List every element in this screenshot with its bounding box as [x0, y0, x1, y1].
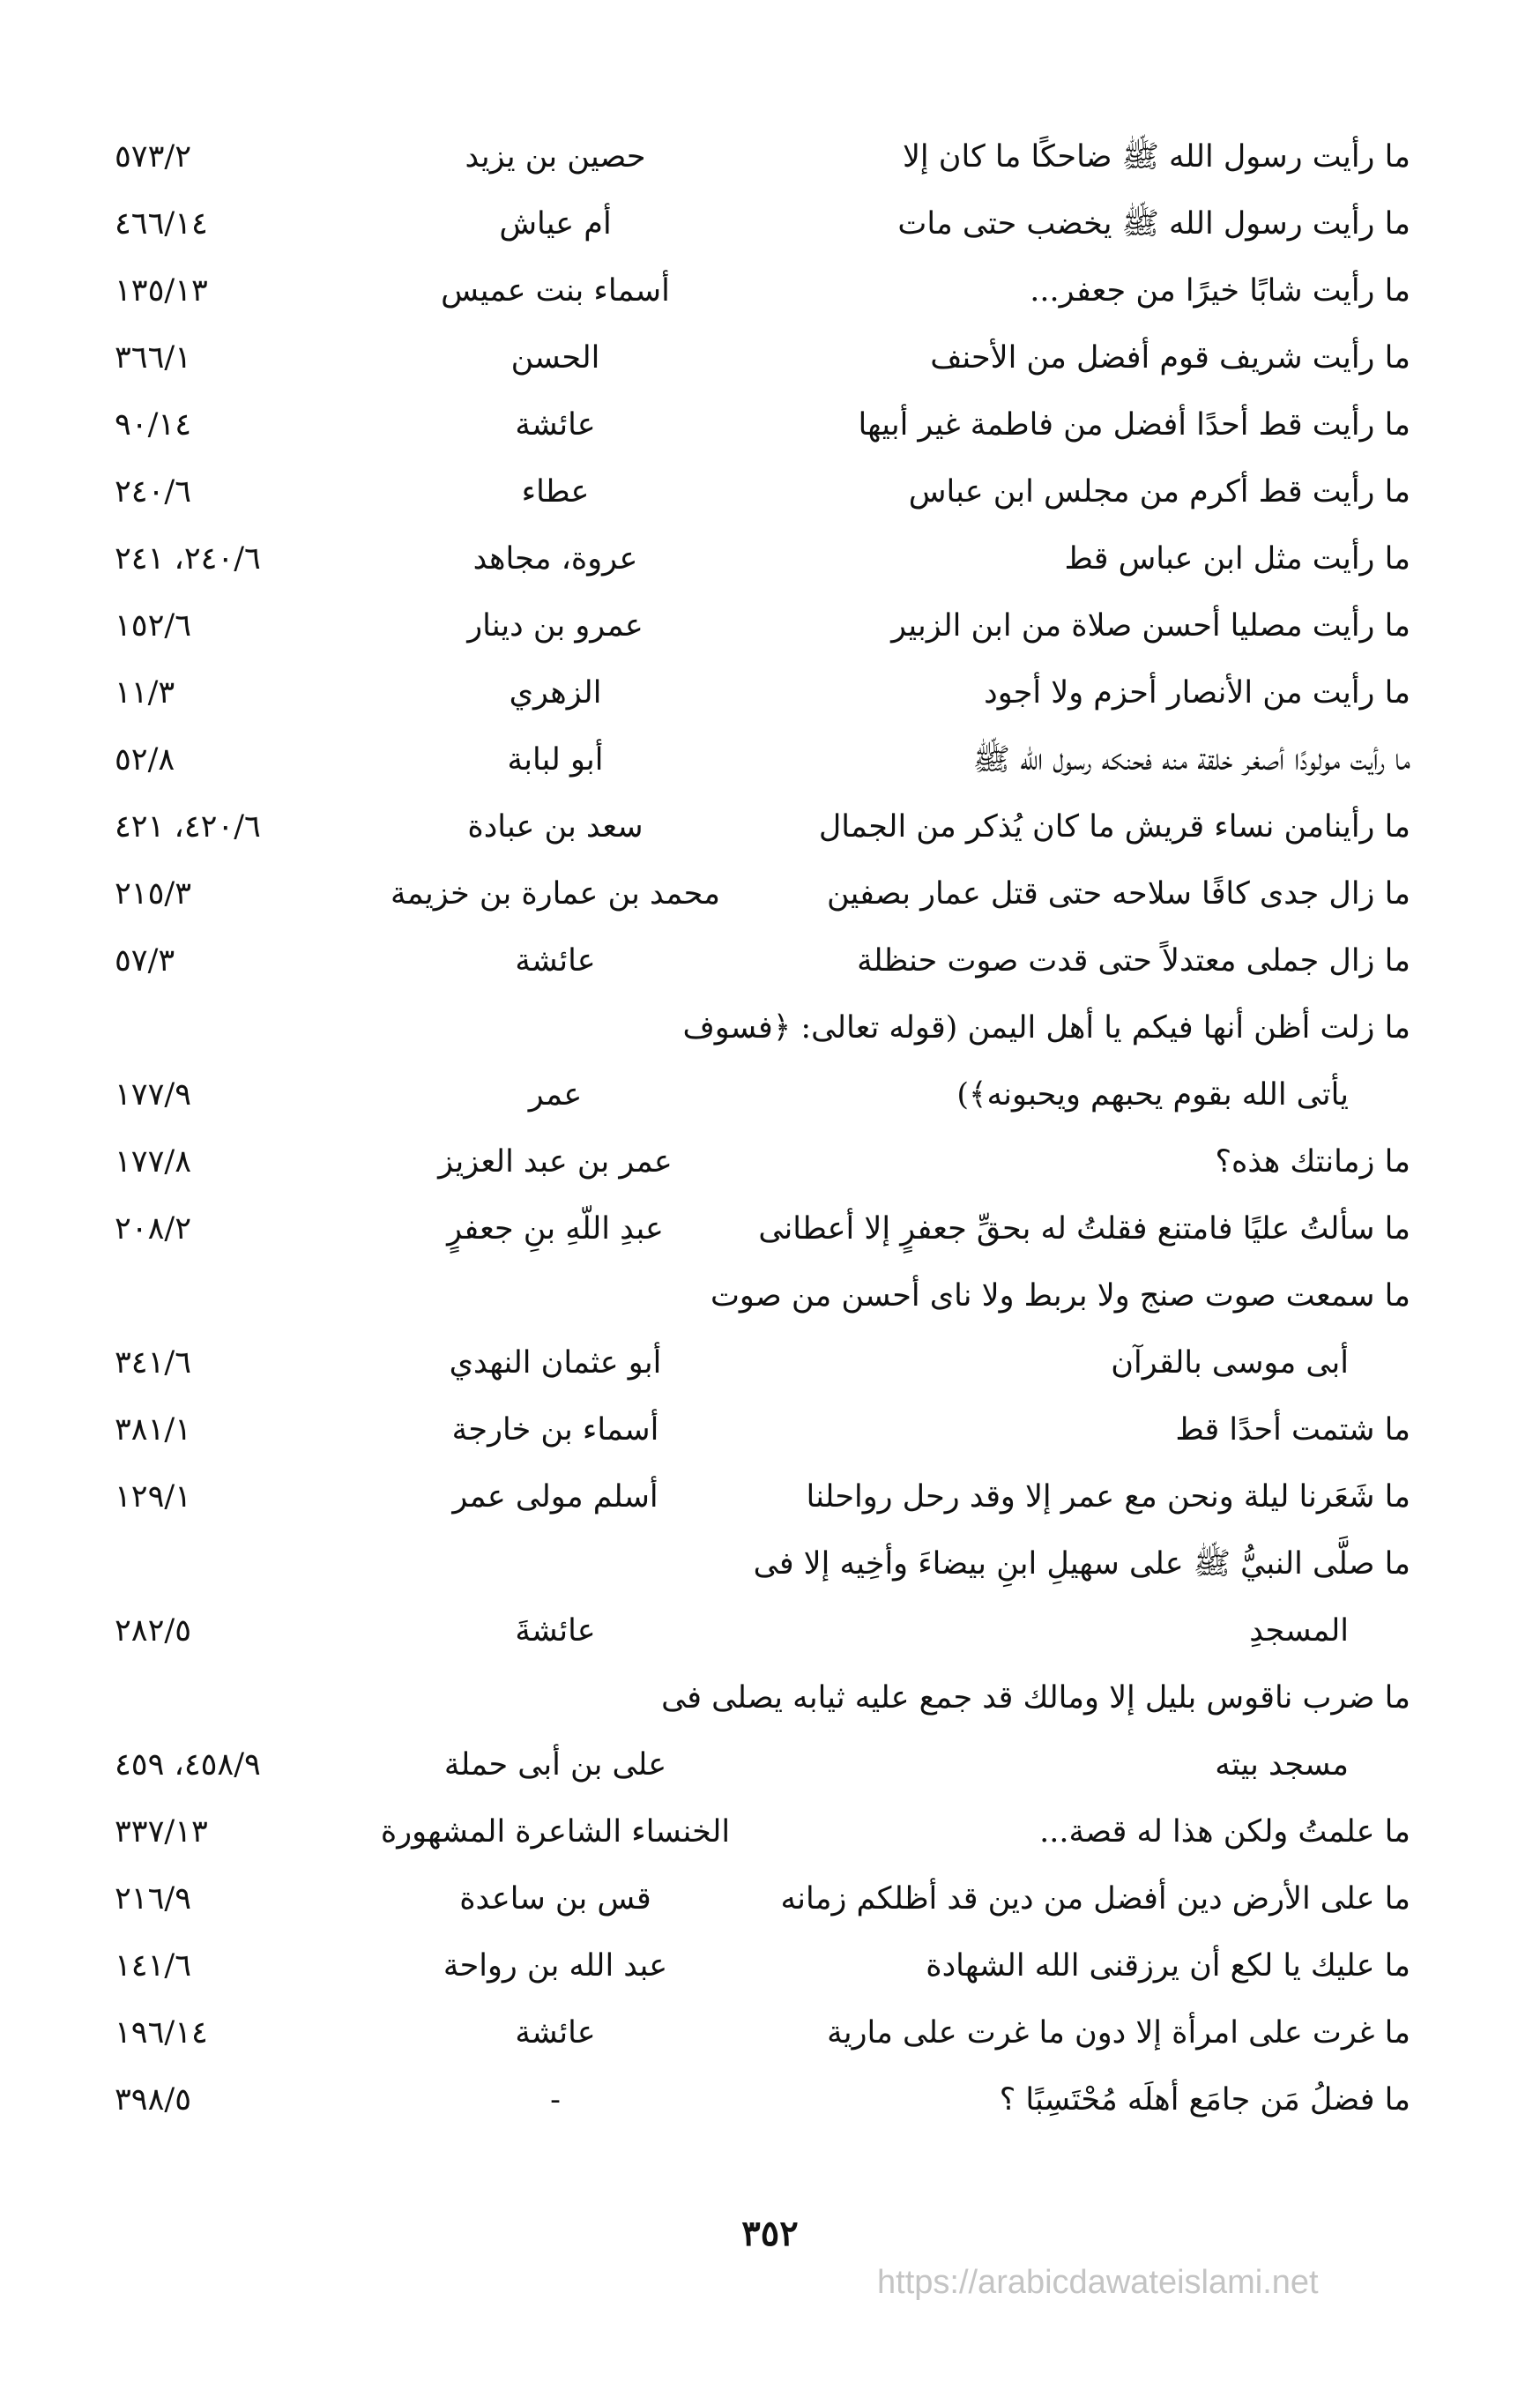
narrator-cell: عائشة — [515, 943, 596, 979]
phrase-cell — [705, 391, 1410, 458]
narrator-cell: الحسن — [510, 340, 600, 376]
narrator-cell: عروة، مجاهد — [472, 541, 638, 577]
phrase-continuation: يأتى الله بقوم يحبهم ويحبونه﴾) — [956, 1077, 1349, 1113]
reference-cell: ٥٧٣/٢ — [115, 139, 191, 175]
phrase-text: ما ضرب ناقوس بليل إلا ومالك قد جمع عليه ثيابه يصلى فى — [661, 1680, 1410, 1716]
phrase-text: ما رأيت شابًا خيرًا من جعفر... — [1030, 273, 1410, 309]
phrase-text: ما سمعت صوت صنج ولا بربط ولا ناى أحسن من صوت — [710, 1278, 1410, 1314]
phrase-text: ما شتمت أحدًا قط — [1175, 1412, 1410, 1448]
phrase-cell — [705, 324, 1410, 391]
index-row — [115, 860, 1410, 927]
narrator-cell: عبدِ اللّهِ بنِ جعفرٍ — [447, 1211, 664, 1247]
phrase-text: ما شَعَرنا ليلة ونحن مع عمر إلا وقد رحل رواحلنا — [806, 1479, 1410, 1515]
phrase-text: ما رأيت رسول الله ﷺ ضاحكًا ما كان إلا — [902, 139, 1410, 175]
reference-cell: ٢٤٠/٦، ٢٤١ — [115, 541, 261, 577]
phrase-cell — [661, 1664, 1410, 1798]
index-row — [115, 123, 1410, 190]
narrator-cell: الزهري — [509, 675, 602, 711]
narrator-cell: عمر بن عبد العزيز — [438, 1144, 673, 1180]
reference-cell: ١٤١/٦ — [115, 1948, 191, 1984]
phrase-text: ما عليك يا لكع أن يرزقنى الله الشهادة — [926, 1948, 1410, 1984]
index-row — [115, 1999, 1410, 2066]
phrase-cell — [705, 190, 1410, 257]
phrase-cell — [705, 257, 1410, 324]
narrator-cell: - — [550, 2082, 561, 2118]
index-row — [115, 2066, 1410, 2133]
narrator-cell: عائشةَ — [515, 1613, 596, 1649]
index-row — [115, 927, 1410, 994]
narrator-cell: عائشة — [515, 407, 596, 443]
reference-cell: ٣٤١/٦ — [115, 1345, 191, 1381]
narrator-cell: أسماء بن خارجة — [451, 1412, 659, 1448]
phrase-text: ما زمانتك هذه؟ — [1215, 1144, 1410, 1180]
narrator-cell: قس بن ساعدة — [459, 1881, 651, 1917]
phrase-cell — [705, 123, 1410, 190]
phrase-cell — [705, 592, 1410, 659]
phrase-text: ما زلت أظن أنها فيكم يا أهل اليمن (قوله تعالى: ﴿فسوف — [682, 1010, 1410, 1046]
phrase-text: ما رأيت رسول الله ﷺ يخضب حتى مات — [897, 206, 1410, 242]
narrator-cell: سعد بن عبادة — [467, 809, 644, 845]
phrase-text: ما علمتُ ولكن هذا له قصة... — [1039, 1814, 1410, 1850]
index-row — [115, 1664, 1410, 1798]
phrase-cell — [705, 525, 1410, 592]
phrase-text: ما زال جدى كافًا سلاحه حتى قتل عمار بصفين — [826, 876, 1410, 912]
phrase-text: ما رأيت مثل ابن عباس قط — [1064, 541, 1410, 577]
reference-cell: ٩٠/١٤ — [115, 407, 191, 443]
narrator-cell: أبو لبابة — [507, 742, 604, 778]
reference-cell: ١٥٢/٦ — [115, 608, 191, 644]
phrase-text: ما رأيت مولودًا أصغر خلقة منه فحنكه رسول الله ﷺ — [972, 742, 1410, 778]
watermark-url: https://arabicdawateislami.net — [877, 2264, 1319, 2301]
reference-cell: ٣٨١/١ — [115, 1412, 191, 1448]
phrase-cell — [705, 1463, 1410, 1530]
narrator-cell: عطاء — [521, 474, 590, 510]
phrase-cell — [705, 1865, 1410, 1932]
index-row — [115, 525, 1410, 592]
narrator-cell: على بن أبى حملة — [443, 1747, 667, 1783]
phrase-text: ما رأينامن نساء قريش ما كان يُذكر من الجمال — [818, 809, 1410, 845]
phrase-text: ما على الأرض دين أفضل من دين قد أظلكم زمانه — [780, 1881, 1410, 1917]
narrator-cell: أبو عثمان النهدي — [449, 1345, 662, 1381]
phrase-cell — [705, 1195, 1410, 1262]
index-row — [115, 1195, 1410, 1262]
reference-cell: ١٧٧/٨ — [115, 1144, 191, 1180]
phrase-text: ما فضلُ مَن جامَع أهلَه مُحْتَسِبًا ؟ — [999, 2082, 1410, 2118]
index-row — [115, 391, 1410, 458]
narrator-cell: أسماء بنت عميس — [441, 273, 670, 309]
index-row — [115, 1463, 1410, 1530]
index-row — [115, 1396, 1410, 1463]
phrase-cell — [705, 726, 1410, 793]
index-row — [115, 659, 1410, 726]
reference-cell: ٣٦٦/١ — [115, 340, 191, 376]
phrase-text: ما رأيت قط أحدًا أفضل من فاطمة غير أبيها — [858, 407, 1410, 443]
index-row — [115, 1932, 1410, 1999]
reference-cell: ٣٩٨/٥ — [115, 2082, 191, 2118]
narrator-cell: أم عياش — [499, 206, 612, 242]
reference-cell: ١١/٣ — [115, 675, 175, 711]
phrase-text: ما رأيت من الأنصار أحزم ولا أجود — [984, 675, 1410, 711]
reference-cell: ٥٧/٣ — [115, 943, 175, 979]
index-row — [115, 458, 1410, 525]
phrase-continuation: مسجد بيته — [1215, 1747, 1349, 1783]
index-row — [115, 1262, 1410, 1396]
phrase-cell — [705, 793, 1410, 860]
index-row — [115, 793, 1410, 860]
index-table — [115, 123, 1410, 2133]
phrase-text: ما صلَّى النبيُّ ﷺ على سهيلِ ابنِ بيضاءَ وأخِيه إلا فى — [753, 1546, 1410, 1582]
phrase-cell — [705, 1396, 1410, 1463]
narrator-cell: عمرو بن دينار — [467, 608, 644, 644]
index-row — [115, 1865, 1410, 1932]
narrator-cell: أسلم مولى عمر — [452, 1479, 658, 1515]
reference-cell: ١٢٩/١ — [115, 1479, 191, 1515]
reference-cell: ١٧٧/٩ — [115, 1077, 191, 1113]
index-row — [115, 324, 1410, 391]
phrase-cell — [705, 1932, 1410, 1999]
index-row — [115, 994, 1410, 1128]
reference-cell: ٤٥٨/٩، ٤٥٩ — [115, 1747, 261, 1783]
narrator-cell: عمر — [528, 1077, 583, 1113]
phrase-cell — [682, 994, 1410, 1128]
phrase-cell — [705, 659, 1410, 726]
reference-cell: ٢٨٢/٥ — [115, 1613, 191, 1649]
phrase-continuation: أبى موسى بالقرآن — [1111, 1345, 1349, 1381]
narrator-cell: عبد الله بن رواحة — [443, 1948, 668, 1984]
reference-cell: ٤٢٠/٦، ٤٢١ — [115, 809, 261, 845]
phrase-cell — [705, 1999, 1410, 2066]
narrator-cell: حصين بن يزيد — [465, 139, 646, 175]
phrase-cell — [705, 1798, 1410, 1865]
reference-cell: ١٣٥/١٣ — [115, 273, 208, 309]
reference-cell: ٤٦٦/١٤ — [115, 206, 208, 242]
phrase-text: ما سألتُ عليًا فامتنع فقلتُ له بحقِّ جعفرٍ إلا أعطانى — [758, 1211, 1410, 1247]
reference-cell: ٢٤٠/٦ — [115, 474, 191, 510]
index-row — [115, 726, 1410, 793]
narrator-cell: عائشة — [515, 2015, 596, 2051]
reference-cell: ٢١٥/٣ — [115, 876, 191, 912]
reference-cell: ١٩٦/١٤ — [115, 2015, 208, 2051]
index-row — [115, 1530, 1410, 1664]
phrase-cell — [705, 1128, 1410, 1195]
phrase-text: ما زال جملى معتدلاً حتى قدت صوت حنظلة — [857, 943, 1410, 979]
phrase-text: ما غرت على امرأة إلا دون ما غرت على مارية — [827, 2015, 1410, 2051]
phrase-text: ما رأيت مصليا أحسن صلاة من ابن الزبير — [891, 608, 1410, 644]
index-row — [115, 592, 1410, 659]
phrase-cell — [705, 2066, 1410, 2133]
index-row — [115, 1798, 1410, 1865]
phrase-cell — [705, 458, 1410, 525]
phrase-cell — [705, 927, 1410, 994]
phrase-continuation: المسجدِ — [1249, 1613, 1349, 1649]
reference-cell: ٢١٦/٩ — [115, 1881, 191, 1917]
narrator-cell: الخنساء الشاعرة المشهورة — [380, 1814, 731, 1850]
phrase-cell — [705, 1530, 1410, 1664]
index-row — [115, 1128, 1410, 1195]
index-row — [115, 257, 1410, 324]
index-row — [115, 190, 1410, 257]
phrase-cell — [705, 1262, 1410, 1396]
reference-cell: ٥٢/٨ — [115, 742, 175, 778]
narrator-cell: محمد بن عمارة بن خزيمة — [391, 876, 720, 912]
page-number: ٣٥٢ — [741, 2213, 799, 2254]
reference-cell: ٣٣٧/١٣ — [115, 1814, 208, 1850]
phrase-text: ما رأيت قط أكرم من مجلس ابن عباس — [908, 474, 1410, 510]
phrase-text: ما رأيت شريف قوم أفضل من الأحنف — [930, 340, 1410, 376]
reference-cell: ٢٠٨/٢ — [115, 1211, 191, 1247]
phrase-cell — [705, 860, 1410, 927]
